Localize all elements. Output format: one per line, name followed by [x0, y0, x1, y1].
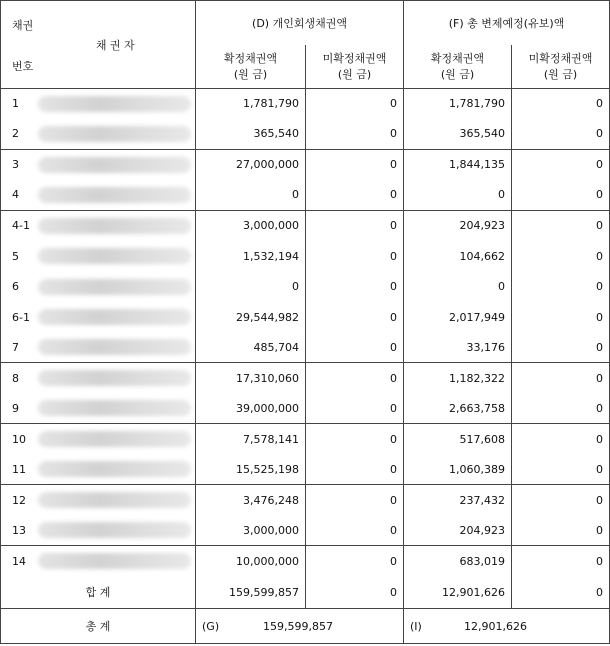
creditor-no-header: 채권 — [1, 1, 36, 45]
f-confirmed-amount: 517,608 — [404, 424, 512, 455]
creditor-no: 2 — [1, 119, 36, 150]
f-unconfirmed-amount: 0 — [512, 363, 610, 394]
redacted-name-blur — [38, 96, 192, 112]
d-confirmed-amount: 10,000,000 — [196, 546, 306, 577]
f-unconfirmed-amount: 0 — [512, 333, 610, 363]
f-confirmed-amount: 204,923 — [404, 516, 512, 546]
table-row — [1, 119, 610, 150]
table-row — [1, 424, 610, 455]
subtotal-d-confirmed: 159,599,857 — [196, 577, 306, 609]
d-confirmed-amount: 27,000,000 — [196, 150, 306, 180]
creditor-name-redacted — [36, 455, 196, 485]
d-unconfirmed-header: 미확정채권액 (원 금) — [306, 45, 404, 89]
creditor-no: 8 — [1, 363, 36, 394]
redacted-name-blur — [38, 248, 192, 264]
d-confirmed-amount: 29,544,982 — [196, 302, 306, 333]
table-row — [1, 363, 610, 394]
f-confirmed-amount: 237,432 — [404, 485, 512, 516]
creditor-no: 13 — [1, 516, 36, 546]
total-i-label: (I) — [410, 619, 422, 633]
creditor-name-redacted — [36, 302, 196, 333]
d-confirmed-amount: 15,525,198 — [196, 455, 306, 485]
f-unconfirmed-amount: 0 — [512, 180, 610, 211]
d-confirmed-amount: 365,540 — [196, 119, 306, 150]
creditor-name-redacted — [36, 89, 196, 119]
redacted-name-blur — [38, 553, 192, 569]
table-row — [1, 485, 610, 516]
f-confirmed-amount: 1,781,790 — [404, 89, 512, 119]
redacted-name-blur — [38, 309, 192, 325]
creditor-no: 14 — [1, 546, 36, 577]
creditor-no: 3 — [1, 150, 36, 180]
f-confirmed-amount: 683,019 — [404, 546, 512, 577]
d-confirmed-amount: 17,310,060 — [196, 363, 306, 394]
table-row — [1, 516, 610, 546]
f-unconfirmed-amount: 0 — [512, 89, 610, 119]
f-confirmed-amount: 1,844,135 — [404, 150, 512, 180]
d-confirmed-amount: 0 — [196, 272, 306, 302]
d-unconfirmed-amount: 0 — [306, 363, 404, 394]
d-unconfirmed-amount: 0 — [306, 302, 404, 333]
grand-total-label: 총 계 — [1, 609, 196, 644]
table-row — [1, 546, 610, 577]
creditor-no: 11 — [1, 455, 36, 485]
table-row — [1, 455, 610, 485]
table-row — [1, 150, 610, 180]
d-unconfirmed-amount: 0 — [306, 424, 404, 455]
f-unconfirmed-amount: 0 — [512, 150, 610, 180]
redacted-name-blur — [38, 492, 192, 508]
table-row — [1, 211, 610, 241]
d-confirmed-amount: 485,704 — [196, 333, 306, 363]
subtotal-f-unconfirmed: 0 — [512, 577, 610, 609]
creditor-name-redacted — [36, 485, 196, 516]
f-confirmed-amount: 1,060,389 — [404, 455, 512, 485]
total-g-cell — [196, 609, 404, 644]
creditor-no: 6-1 — [1, 302, 36, 333]
creditor-name-header: 채 권 자 — [36, 1, 196, 89]
d-unconfirmed-amount: 0 — [306, 119, 404, 150]
creditor-name-redacted — [36, 241, 196, 272]
d-unconfirmed-amount: 0 — [306, 150, 404, 180]
creditor-name-redacted — [36, 363, 196, 394]
subtotal-row — [1, 577, 610, 609]
grand-total-row — [1, 609, 610, 644]
d-confirmed-header: 확정채권액 (원 금) — [196, 45, 306, 89]
subtotal-f-confirmed: 12,901,626 — [404, 577, 512, 609]
creditor-name-redacted — [36, 546, 196, 577]
f-confirmed-amount: 204,923 — [404, 211, 512, 241]
creditor-name-redacted — [36, 424, 196, 455]
creditor-name-redacted — [36, 516, 196, 546]
d-confirmed-amount: 1,781,790 — [196, 89, 306, 119]
d-confirmed-amount: 3,000,000 — [196, 211, 306, 241]
d-unconfirmed-amount: 0 — [306, 333, 404, 363]
d-unconfirmed-amount: 0 — [306, 180, 404, 211]
redacted-name-blur — [38, 461, 192, 477]
subtotal-d-unconfirmed: 0 — [306, 577, 404, 609]
redacted-name-blur — [38, 218, 192, 234]
f-unconfirmed-amount: 0 — [512, 241, 610, 272]
redacted-name-blur — [38, 431, 192, 447]
creditor-no: 9 — [1, 394, 36, 424]
f-unconfirmed-amount: 0 — [512, 455, 610, 485]
creditor-no: 5 — [1, 241, 36, 272]
f-unconfirmed-amount: 0 — [512, 119, 610, 150]
creditor-no: 4 — [1, 180, 36, 211]
redacted-name-blur — [38, 522, 192, 538]
table-row — [1, 394, 610, 424]
creditor-name-redacted — [36, 119, 196, 150]
f-confirmed-amount: 2,663,758 — [404, 394, 512, 424]
table-row — [1, 180, 610, 211]
f-unconfirmed-amount: 0 — [512, 272, 610, 302]
d-unconfirmed-amount: 0 — [306, 394, 404, 424]
d-confirmed-amount: 39,000,000 — [196, 394, 306, 424]
f-confirmed-amount: 0 — [404, 180, 512, 211]
subtotal-label: 합 계 — [1, 577, 196, 609]
f-confirmed-amount: 1,182,322 — [404, 363, 512, 394]
creditor-no: 4-1 — [1, 211, 36, 241]
creditor-no: 12 — [1, 485, 36, 516]
redacted-name-blur — [38, 126, 192, 142]
d-unconfirmed-amount: 0 — [306, 241, 404, 272]
creditor-no: 10 — [1, 424, 36, 455]
d-confirmed-amount: 0 — [196, 180, 306, 211]
group-f-header: (F) 총 변제예정(유보)액 — [404, 1, 610, 45]
f-unconfirmed-amount: 0 — [512, 424, 610, 455]
f-unconfirmed-amount: 0 — [512, 516, 610, 546]
f-unconfirmed-amount: 0 — [512, 302, 610, 333]
d-confirmed-amount: 3,000,000 — [196, 516, 306, 546]
creditor-name-redacted — [36, 150, 196, 180]
redacted-name-blur — [38, 400, 192, 416]
f-confirmed-amount: 104,662 — [404, 241, 512, 272]
f-confirmed-header: 확정채권액 (원 금) — [404, 45, 512, 89]
total-i-cell — [404, 609, 610, 644]
d-unconfirmed-amount: 0 — [306, 546, 404, 577]
table-row — [1, 89, 610, 119]
f-confirmed-amount: 2,017,949 — [404, 302, 512, 333]
total-i-value: 12,901,626 — [464, 619, 527, 633]
creditor-no-header-2: 번호 — [1, 45, 36, 89]
total-g-value: 159,599,857 — [263, 619, 333, 633]
f-confirmed-amount: 0 — [404, 272, 512, 302]
total-g-label: (G) — [202, 619, 220, 633]
creditor-no: 7 — [1, 333, 36, 363]
d-confirmed-amount: 3,476,248 — [196, 485, 306, 516]
redacted-name-blur — [38, 370, 192, 386]
f-unconfirmed-amount: 0 — [512, 211, 610, 241]
creditor-name-redacted — [36, 333, 196, 363]
creditor-name-redacted — [36, 211, 196, 241]
table-row — [1, 333, 610, 363]
table-row — [1, 272, 610, 302]
d-unconfirmed-amount: 0 — [306, 516, 404, 546]
creditor-name-redacted — [36, 394, 196, 424]
d-unconfirmed-amount: 0 — [306, 455, 404, 485]
redacted-name-blur — [38, 187, 192, 203]
f-unconfirmed-amount: 0 — [512, 394, 610, 424]
f-unconfirmed-amount: 0 — [512, 546, 610, 577]
d-unconfirmed-amount: 0 — [306, 272, 404, 302]
redacted-name-blur — [38, 157, 192, 173]
d-unconfirmed-amount: 0 — [306, 211, 404, 241]
d-unconfirmed-amount: 0 — [306, 485, 404, 516]
f-unconfirmed-header: 미확정채권액 (원 금) — [512, 45, 610, 89]
table-row — [1, 302, 610, 333]
redacted-name-blur — [38, 279, 192, 295]
creditor-no: 6 — [1, 272, 36, 302]
group-d-header: (D) 개인회생채권액 — [196, 1, 404, 45]
f-confirmed-amount: 33,176 — [404, 333, 512, 363]
table-row — [1, 241, 610, 272]
d-confirmed-amount: 1,532,194 — [196, 241, 306, 272]
d-confirmed-amount: 7,578,141 — [196, 424, 306, 455]
d-unconfirmed-amount: 0 — [306, 89, 404, 119]
creditor-name-redacted — [36, 180, 196, 211]
redacted-name-blur — [38, 339, 192, 355]
creditor-name-redacted — [36, 272, 196, 302]
f-unconfirmed-amount: 0 — [512, 485, 610, 516]
f-confirmed-amount: 365,540 — [404, 119, 512, 150]
creditor-no: 1 — [1, 89, 36, 119]
